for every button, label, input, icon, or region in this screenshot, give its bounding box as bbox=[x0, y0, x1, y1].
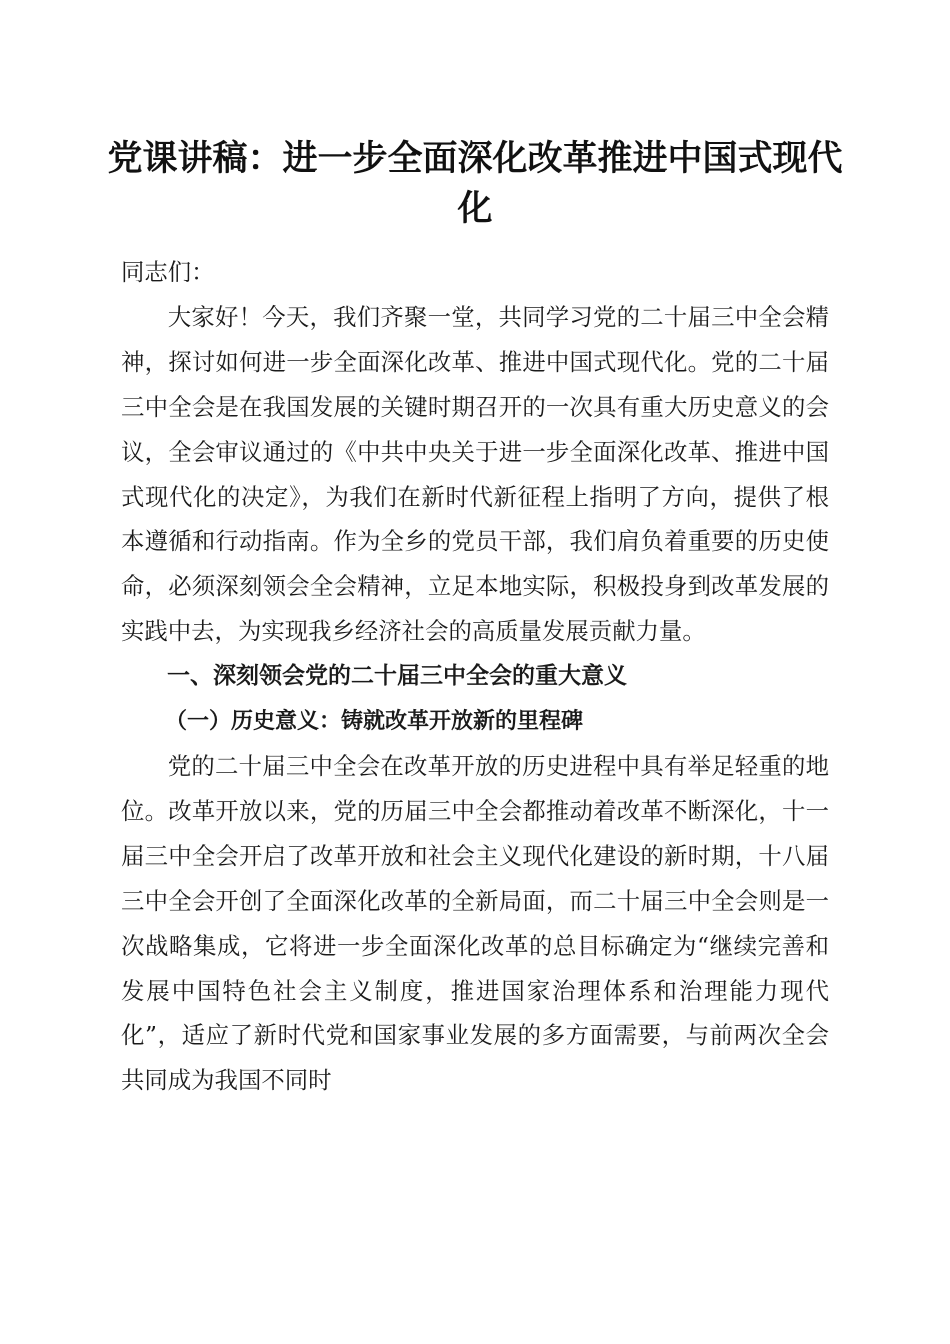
subsection-heading: （一）历史意义：铸就改革开放新的里程碑 bbox=[165, 708, 584, 735]
document-title: 党课讲稿：进一步全面深化改革推进中国式现代化 bbox=[107, 138, 843, 229]
intro-paragraph: 大家好！今天，我们齐聚一堂，共同学习党的二十届三中全会精神，探讨如何进一步全面深化改革、推进中国式现代化。党的二十届三中全会是在我国发展的关键时期召开的一次具有重大历史意义的会议，全会审议通过的《中共中央关于进一步全面深化改革、推进中国式现代化的决定》，为我们在新时代新征程上指明了方向，提供了根本遵循和行动指南。作为全乡的党员干部，我们肩负着重要的历史使命，必须深刻领会全会精神，立足本地实际，积极投身到改革发展的实践中去，为实现我乡经济社会的高质量发展贡献力量。 bbox=[121, 302, 829, 646]
section-heading: 一、深刻领会党的二十届三中全会的重大意义 bbox=[167, 663, 627, 690]
subsection-paragraph: 党的二十届三中全会在改革开放的历史进程中具有举足轻重的地位。改革开放以来，党的历届三中全会都推动着改革不断深化，十一届三中全会开启了改革开放和社会主义现代化建设的新时期，十八届三中全会开创了全面深化改革的全新局面，而二十届三中全会则是一次战略集成，它将进一步全面深化改革的总目标确定为“继续完善和发展中国特色社会主义制度，推进国家治理体系和治理能力现代化”，适应了新时代党和国家事业发展的多方面需要，与前两次全会共同成为我国不同时 bbox=[121, 751, 829, 1095]
salutation: 同志们： bbox=[121, 258, 215, 286]
document-body bbox=[121, 250, 829, 1103]
